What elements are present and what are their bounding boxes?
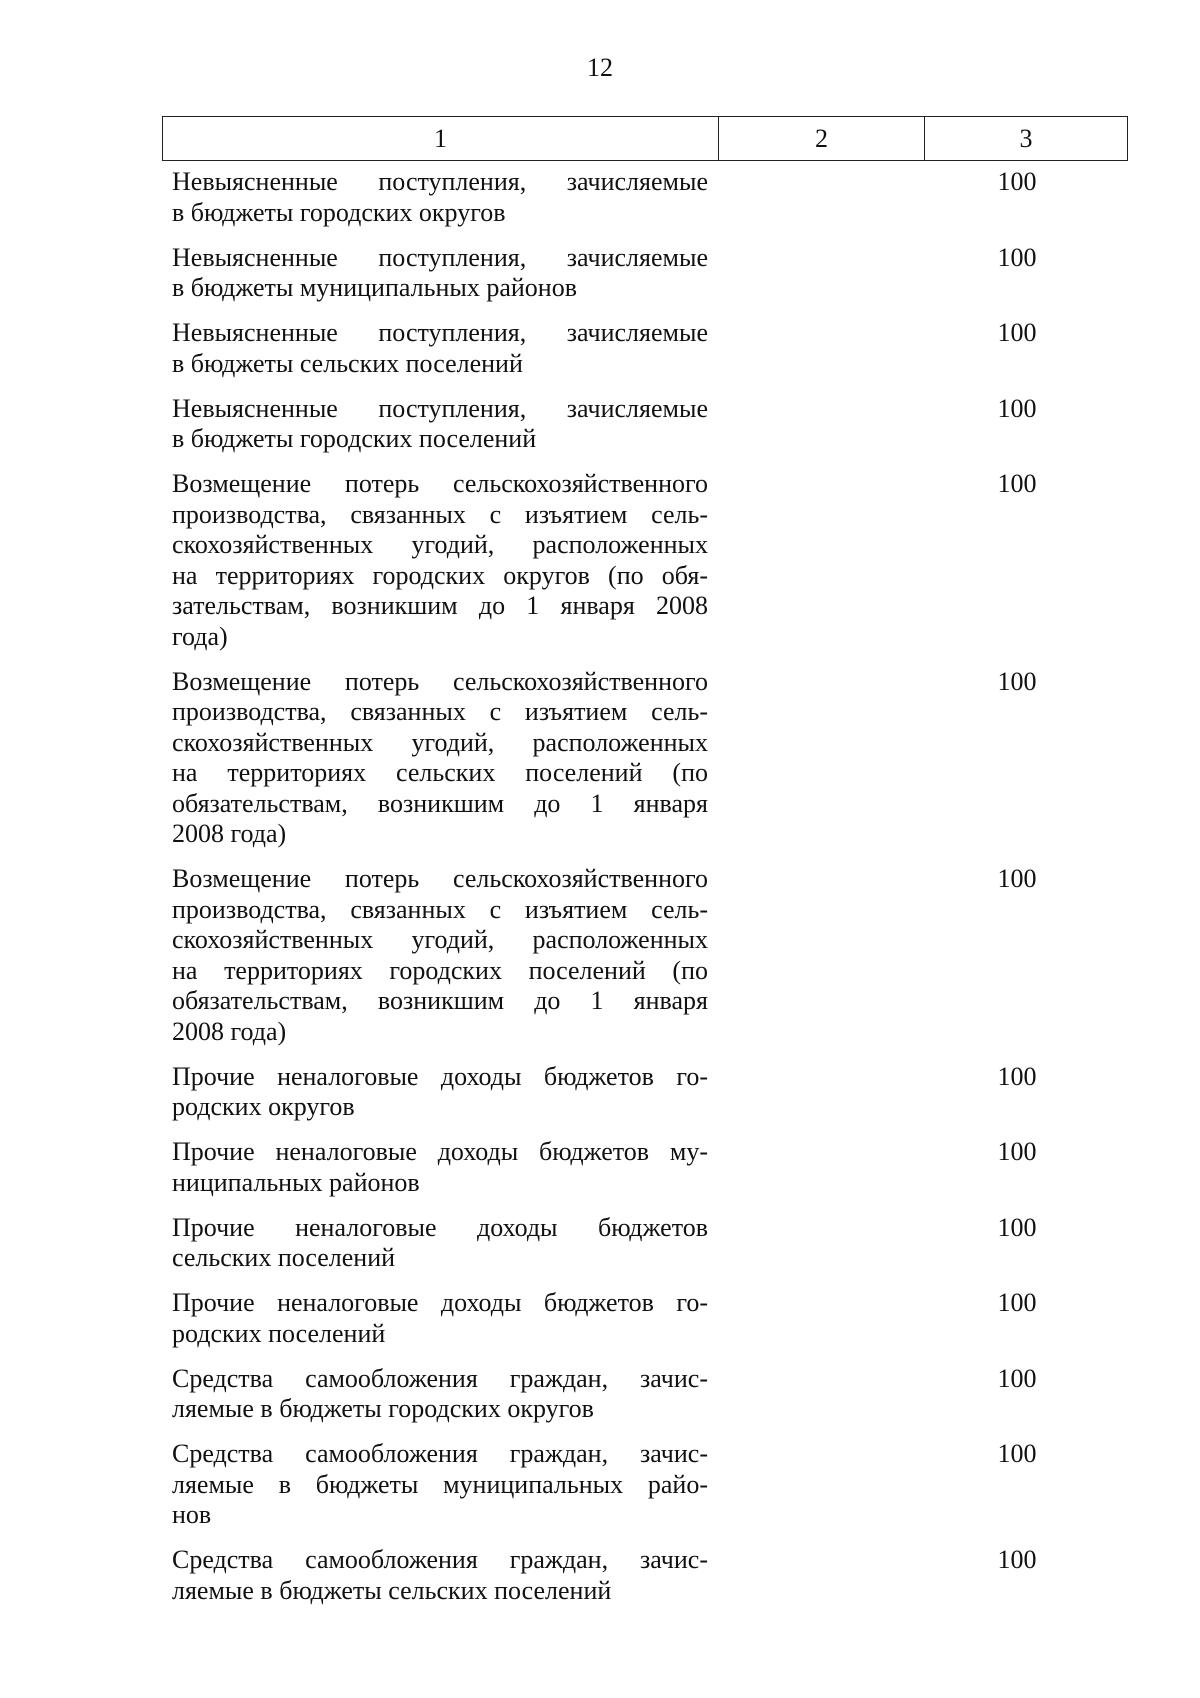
table-row (172, 167, 1128, 228)
row-description-line: родских округов (172, 1092, 355, 1121)
row-description (172, 469, 708, 652)
row-description-line: года) (172, 621, 228, 651)
row-description-line: на территориях городских поселений (по (172, 955, 708, 985)
row-code (708, 167, 914, 228)
row-description-line: Невыясненные поступления, зачисляемые (172, 318, 708, 347)
row-code (708, 243, 914, 304)
row-description-line: производства, связанных с изъятием сель- (172, 894, 708, 924)
row-value: 100 (997, 1137, 1037, 1166)
row-description-line: Прочие неналоговые доходы бюджетов го- (172, 1061, 708, 1091)
row-description (172, 1213, 708, 1274)
page-number: 12 (587, 53, 613, 82)
row-description (172, 1137, 708, 1198)
row-description (172, 1545, 708, 1606)
row-code (708, 1213, 914, 1274)
row-value: 100 (997, 864, 1037, 893)
table-row (172, 667, 1128, 850)
row-description-line: Средства самообложения граждан, зачис- (172, 1439, 708, 1468)
row-description-line: в бюджеты сельских поселений (172, 348, 523, 378)
table-row (172, 1288, 1128, 1349)
row-code (708, 394, 914, 455)
row-description-line: на территориях городских округов (по обя- (172, 560, 708, 590)
row-description-line: Средства самообложения граждан, зачис- (172, 1363, 708, 1393)
table-row (172, 1439, 1128, 1531)
row-description-line: Невыясненные поступления, зачисляемые (172, 167, 708, 196)
row-description (172, 1062, 708, 1123)
row-code (708, 1439, 914, 1531)
table-row (172, 1137, 1128, 1198)
row-description-line: в бюджеты муниципальных районов (172, 273, 577, 302)
table-row (172, 1364, 1128, 1425)
row-description (172, 167, 708, 228)
row-code (708, 667, 914, 850)
row-description-line: ляемые в бюджеты городских округов (172, 1394, 594, 1423)
row-description-line: ниципальных районов (172, 1167, 420, 1197)
row-value: 100 (997, 1363, 1037, 1393)
row-description-line: зательствам, возникшим до 1 января 2008 (172, 591, 708, 620)
row-description-line: в бюджеты городских округов (172, 197, 506, 227)
row-description-line: Возмещение потерь сельскохозяйственного (172, 469, 708, 498)
row-value: 100 (997, 242, 1037, 272)
row-value: 100 (997, 469, 1037, 498)
row-code (708, 318, 914, 379)
row-description-line: нов (172, 1500, 212, 1529)
row-description (172, 667, 708, 850)
row-description-line: сельских поселений (172, 1243, 396, 1272)
row-description-line: ляемые в бюджеты сельских поселений (172, 1575, 612, 1605)
row-description-line: обязательствам, возникшим до 1 января (172, 986, 708, 1015)
row-code (708, 1062, 914, 1123)
row-description (172, 243, 708, 304)
table-body (172, 167, 1128, 1621)
table-row (172, 1213, 1128, 1274)
row-description-line: Невыясненные поступления, зачисляемые (172, 393, 708, 423)
row-value: 100 (997, 167, 1037, 196)
row-description-line: Прочие неналоговые доходы бюджетов му- (172, 1137, 708, 1166)
row-description (172, 394, 708, 455)
row-description-line: производства, связанных с изъятием сель- (172, 697, 708, 726)
row-code (708, 1545, 914, 1606)
column-header-2: 2 (719, 117, 925, 160)
row-description-line: Возмещение потерь сельскохозяйственного (172, 666, 708, 696)
row-code (708, 1137, 914, 1198)
row-code (708, 469, 914, 652)
row-value: 100 (997, 1288, 1037, 1317)
table-row (172, 864, 1128, 1047)
row-description (172, 318, 708, 379)
table-row (172, 1545, 1128, 1606)
table-row (172, 1062, 1128, 1123)
row-description (172, 1288, 708, 1349)
row-description-line: Невыясненные поступления, зачисляемые (172, 242, 708, 272)
row-code (708, 864, 914, 1047)
row-description-line: Прочие неналоговые доходы бюджетов го- (172, 1288, 708, 1317)
table-header (162, 116, 1128, 161)
table-row (172, 318, 1128, 379)
row-description-line: скохозяйственных угодий, расположенных (172, 727, 708, 757)
row-description-line: на территориях сельских поселений (по (172, 758, 708, 787)
row-description (172, 864, 708, 1047)
row-description (172, 1439, 708, 1531)
row-description-line: Средства самообложения граждан, зачис- (172, 1545, 708, 1574)
table-row (172, 243, 1128, 304)
row-description-line: обязательствам, возникшим до 1 января (172, 788, 708, 818)
row-description-line: 2008 года) (172, 1016, 287, 1046)
row-description-line: производства, связанных с изъятием сель- (172, 499, 708, 529)
column-header-3: 3 (1019, 123, 1033, 153)
row-description-line: в бюджеты городских поселений (172, 424, 537, 453)
row-description-line: 2008 года) (172, 819, 287, 848)
table-row (172, 469, 1128, 652)
row-value: 100 (997, 318, 1037, 347)
row-description-line: ляемые в бюджеты муниципальных райо- (172, 1469, 708, 1499)
row-description-line: родских поселений (172, 1318, 386, 1348)
column-header-1: 1 (163, 117, 719, 160)
row-code (708, 1288, 914, 1349)
row-description-line: скохозяйственных угодий, расположенных (172, 925, 708, 954)
row-value: 100 (997, 1545, 1037, 1574)
row-value: 100 (997, 393, 1037, 423)
row-description-line: скохозяйственных угодий, расположенных (172, 530, 708, 559)
row-value: 100 (997, 1061, 1037, 1091)
row-value: 100 (997, 1212, 1037, 1242)
row-code (708, 1364, 914, 1425)
row-description (172, 1364, 708, 1425)
row-description-line: Прочие неналоговые доходы бюджетов (172, 1212, 708, 1242)
row-value: 100 (997, 1439, 1037, 1468)
table-row (172, 394, 1128, 455)
row-value: 100 (997, 666, 1037, 696)
row-description-line: Возмещение потерь сельскохозяйственного (172, 864, 708, 893)
